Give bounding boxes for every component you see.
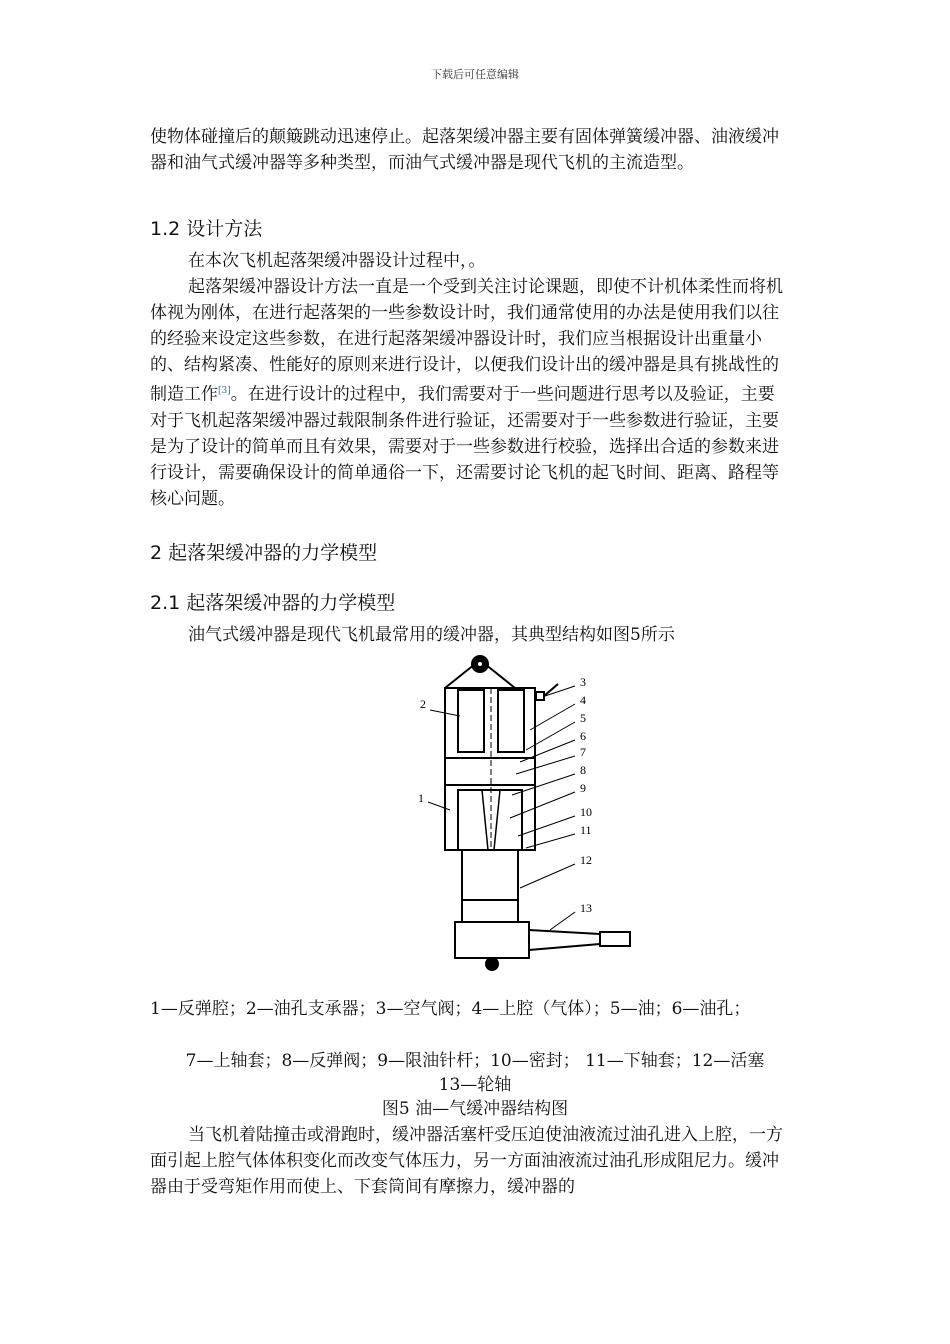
figure-label-13: 13 [580, 901, 592, 915]
figure-label-11: 11 [580, 823, 592, 837]
figure-label-10: 10 [580, 805, 592, 819]
figure-label-6: 6 [580, 729, 586, 743]
section-heading-2-1: 2.1 起落架缓冲器的力学模型 [150, 592, 396, 614]
figure-label-9: 9 [580, 781, 586, 795]
figure-label-4: 4 [580, 693, 586, 707]
paragraph-1-2-a: 在本次飞机起落架缓冲器设计过程中，。 [188, 251, 486, 271]
page-header: 下载后可任意编辑 [431, 68, 519, 81]
final-paragraph: 当飞机着陆撞击或滑跑时，缓冲器活塞杆受压迫使油液流过油孔进入上腔，一方面引起上腔气体体积变化而改变气体压力，另一方面油液流过油孔形成阻尼力。缓冲器由于受弯矩作用而使上、下套筒间有摩擦力，缓冲器的 [150, 1125, 783, 1197]
paragraph-text: 。在进行设计的过程中，我们需要对于一些问题进行思考以及验证，主要对于飞机起落架缓冲器过载限制条件进行验证，还需要对于一些参数进行验证，主要是为了设计的简单而且有效果，需要对于一些参数进行校验，选择出合适的参数来进行设计，需要确保设计的简单通俗一下，还需要讨论飞机的起飞时间、距离、路程等核心问题。 [150, 384, 779, 509]
section-heading-2: 2 起落架缓冲器的力学模型 [150, 542, 378, 564]
figure-label-3: 3 [580, 675, 586, 689]
shock-absorber-figure [400, 650, 660, 980]
figure-label-7: 7 [580, 745, 586, 759]
figure-label-8: 8 [580, 763, 586, 777]
paragraph-2-1: 油气式缓冲器是现代飞机最常用的缓冲器，其典型结构如图5所示 [188, 625, 675, 645]
figure-label-5: 5 [580, 711, 586, 725]
figure-label-1: 1 [418, 791, 424, 805]
figure-caption: 图5 油—气缓冲器结构图 [381, 1099, 569, 1119]
figure-legend-line-2: 7—上轴套；8—反弹阀；9—限油针杆；10—密封； 11—下轴套；12—活塞 [185, 1051, 765, 1071]
intro-paragraph: 使物体碰撞后的颠簸跳动迅速停止。起落架缓冲器主要有固体弹簧缓冲器、油液缓冲器和油气式缓冲器等多种类型，而油气式缓冲器是现代飞机的主流造型。 [150, 127, 779, 173]
paragraph-text: 起落架缓冲器设计方法一直是一个受到关注讨论课题，即使不计机体柔性而将机体视为刚体，在进行起落架的一些参数设计时，我们通常使用的办法是使用我们以往的经验来设定这些参数，在进行起落架缓冲器设计时，我们应当根据设计出重量小的、结构紧凑、性能好的原则来进行设计，以便我们设计出的缓冲器是具有挑战性的制造工作 [150, 277, 783, 405]
figure-legend-line-3: 13—轮轴 [438, 1075, 512, 1095]
section-heading-1-2: 1.2 设计方法 [150, 218, 263, 240]
citation-link[interactable]: [3] [218, 386, 231, 396]
figure-label-2: 2 [420, 697, 426, 711]
figure-legend-line-1: 1—反弹腔；2—油孔支承器；3—空气阀；4—上腔（气体）；5—油；6—油孔； [150, 999, 751, 1019]
paragraph-1-2-b [150, 274, 790, 512]
figure-label-12: 12 [580, 853, 592, 867]
